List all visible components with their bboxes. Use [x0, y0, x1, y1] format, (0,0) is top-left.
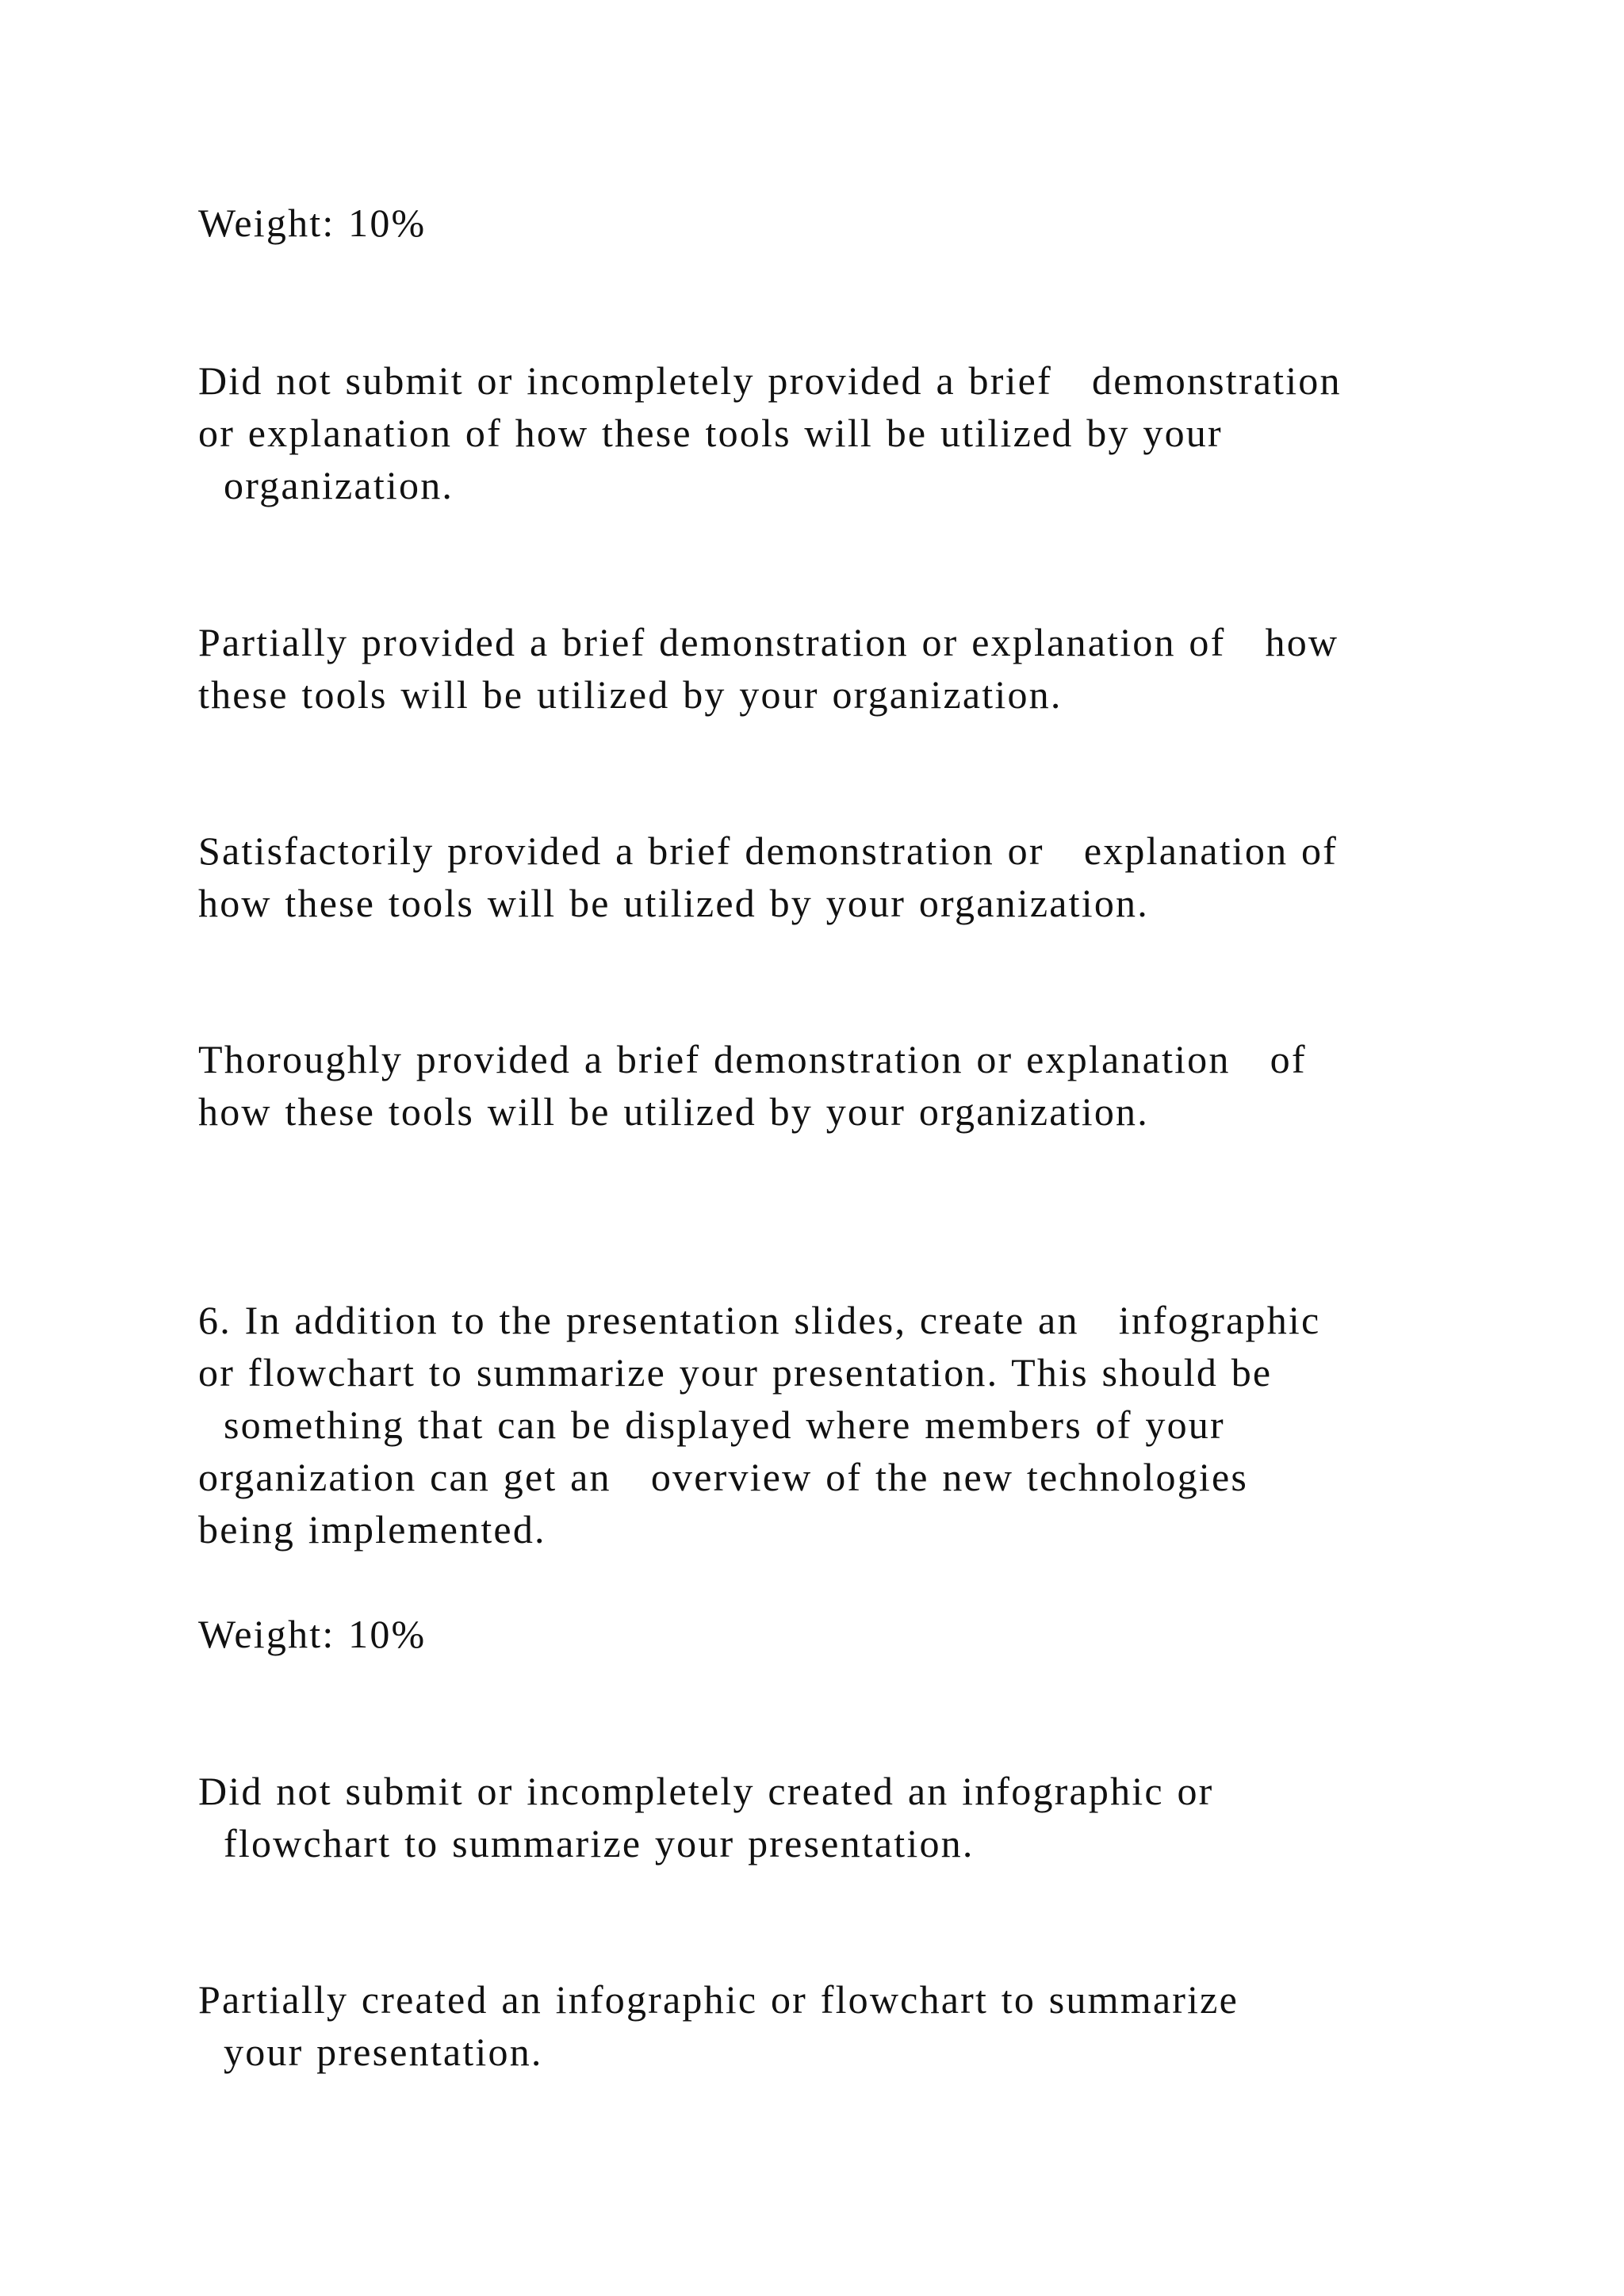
weight-text: Weight: 10% — [198, 1612, 427, 1656]
rubric-line: how these tools will be utilized by your organization. — [198, 881, 1149, 925]
rubric-line: Did not submit or incompletely provided a brief demonstration — [198, 358, 1342, 403]
rubric-line: Partially provided a brief demonstration or explanation of how — [198, 620, 1339, 664]
rubric-line: organization. — [224, 463, 454, 507]
instruction-line: 6. In addition to the presentation slides, create an infographic — [198, 1298, 1321, 1342]
rubric-line: Did not submit or incompletely created an infographic or — [198, 1769, 1214, 1813]
weight-label-2 — [198, 1608, 1467, 1660]
weight-text: Weight: 10% — [198, 201, 427, 245]
weight-label-1 — [198, 197, 1467, 249]
rubric-line: or explanation of how these tools will be utilized by your — [198, 411, 1223, 455]
rubric-line: these tools will be utilized by your organization. — [198, 672, 1063, 717]
rubric-line: Partially created an infographic or flowchart to summarize — [198, 1977, 1239, 2022]
rubric-line: your presentation. — [224, 2030, 543, 2074]
rubric-line: Satisfactorily provided a brief demonstration or explanation of — [198, 828, 1339, 873]
instruction-line: organization can get an overview of the new technologies — [198, 1455, 1249, 1499]
instruction-line: or flowchart to summarize your presentation. This should be — [198, 1350, 1273, 1395]
rubric-line: Thoroughly provided a brief demonstration or explanation of — [198, 1037, 1307, 1081]
rubric-demo-thoroughly — [198, 1033, 1467, 1138]
instruction-line: being implemented. — [198, 1507, 546, 1552]
item-6-instruction — [198, 1294, 1467, 1556]
rubric-infographic-partially — [198, 1973, 1467, 2078]
rubric-line: how these tools will be utilized by your organization. — [198, 1089, 1149, 1134]
rubric-line: flowchart to summarize your presentation. — [224, 1821, 975, 1866]
rubric-infographic-did-not — [198, 1765, 1467, 1869]
rubric-demo-satisfactorily — [198, 825, 1467, 929]
rubric-demo-did-not — [198, 354, 1467, 511]
rubric-demo-partially — [198, 616, 1467, 721]
instruction-line: something that can be displayed where members of your — [224, 1402, 1225, 1447]
